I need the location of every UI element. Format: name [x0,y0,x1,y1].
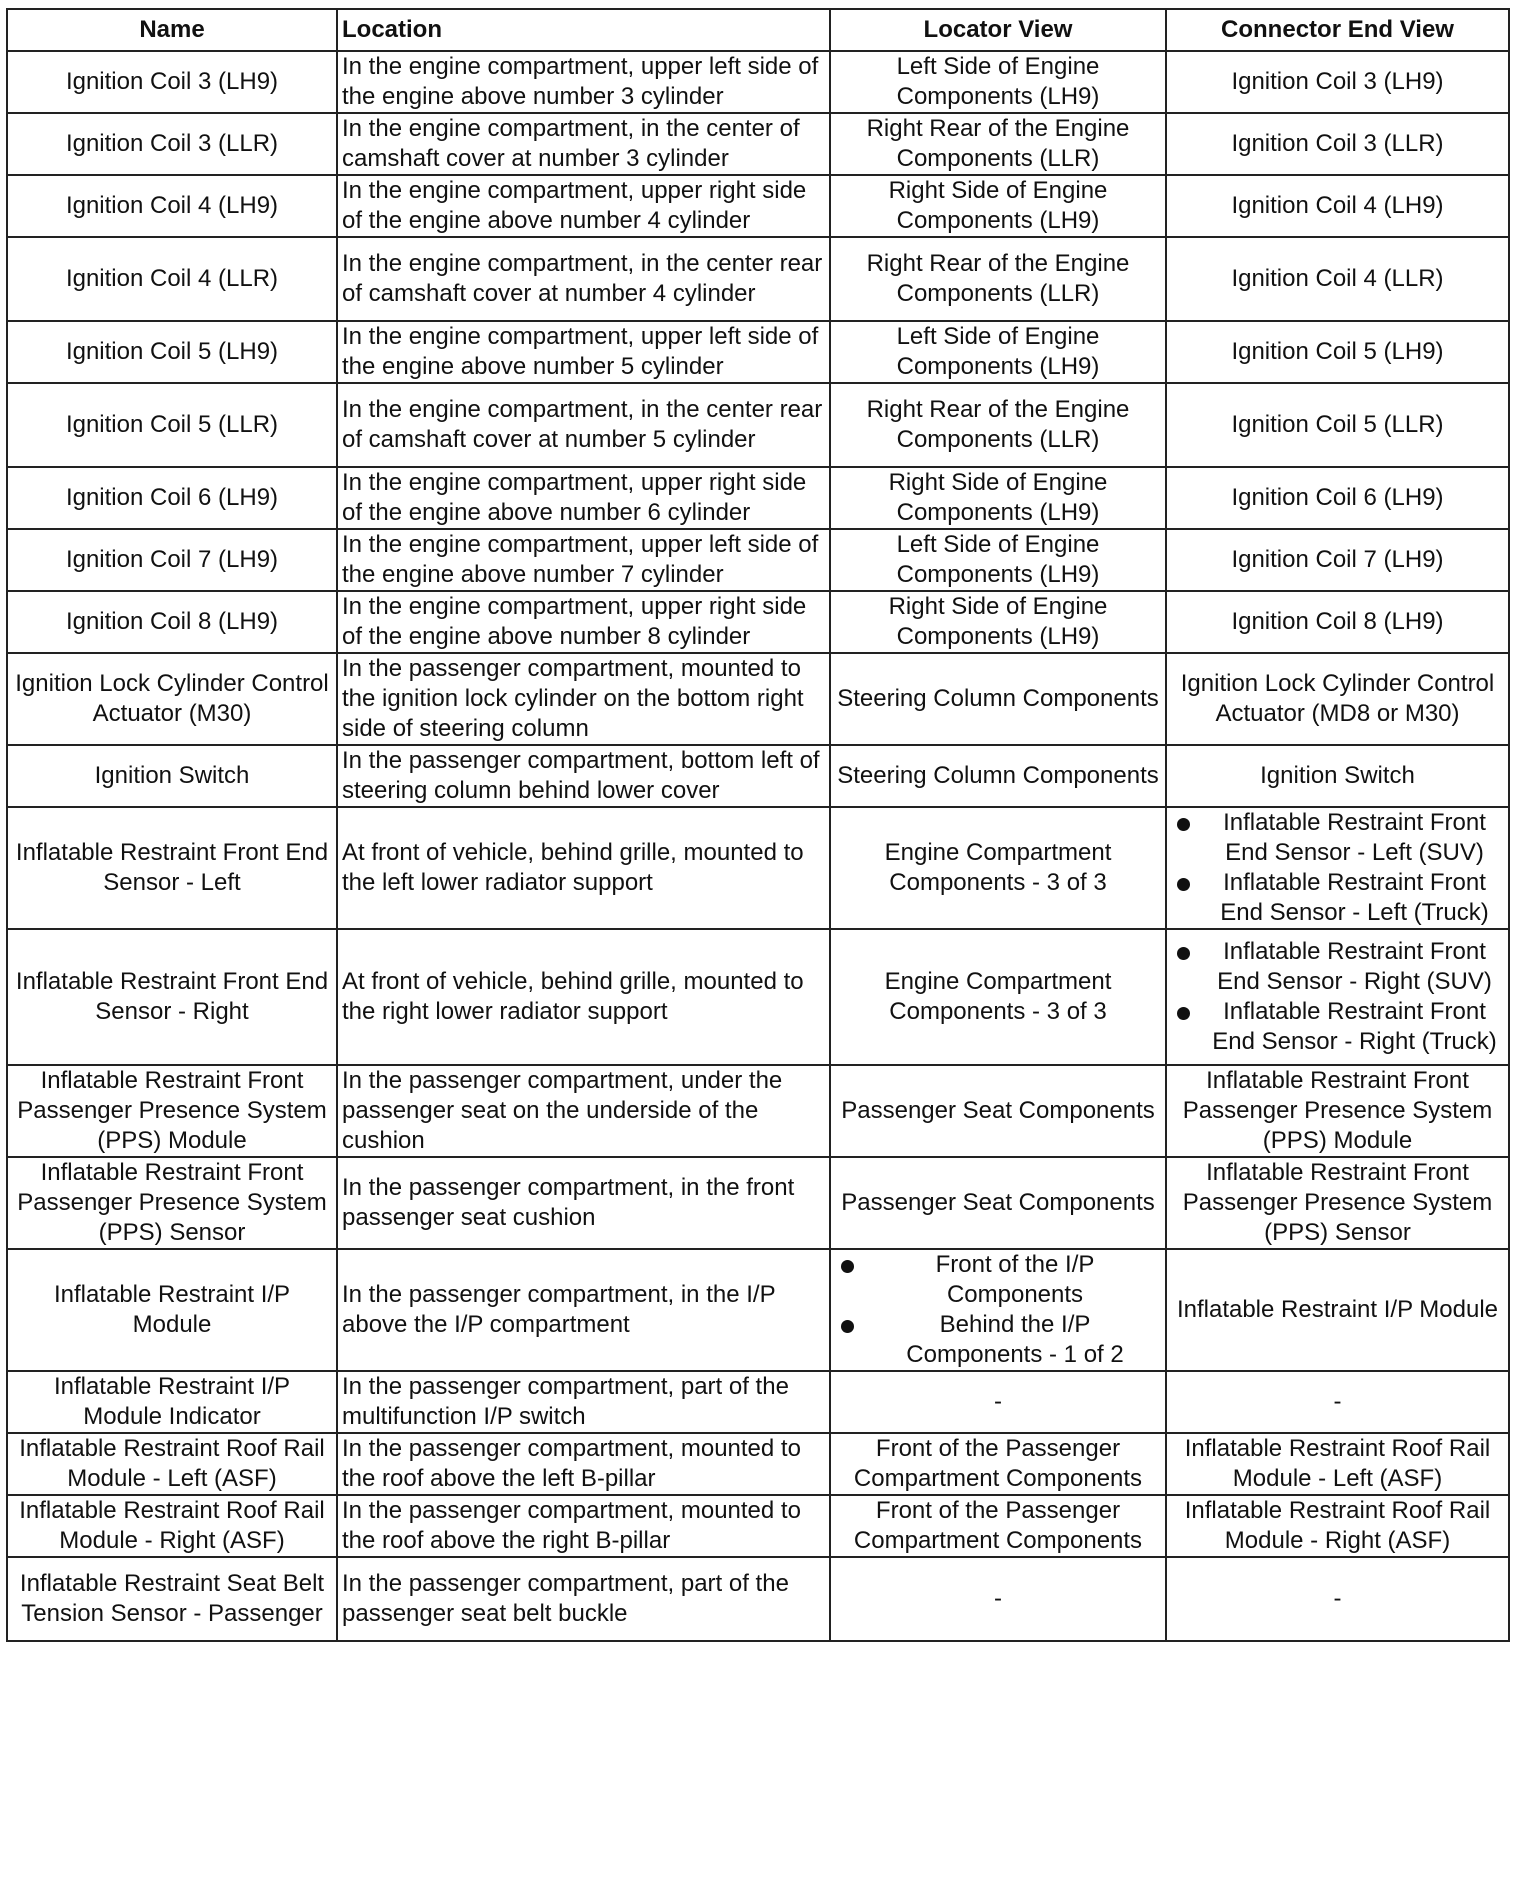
cell-name [7,1371,337,1433]
cell-connector-end-view-text: Inflatable Restraint Roof Rail Module - Left (ASF) [1184,1435,1491,1492]
cell-name [7,1249,337,1371]
cell-name [7,383,337,467]
bullet-icon [1177,878,1190,891]
cell-connector-end-view [1166,175,1509,237]
cell-name [7,745,337,807]
cell-name [7,591,337,653]
cell-locator-view-text: Engine Compartment Components - 3 of 3 [884,968,1112,1025]
cell-connector-end-view [1166,653,1509,745]
bullet-item [1171,868,1504,928]
cell-name [7,929,337,1065]
cell-connector-end-view-text: Inflatable Restraint Roof Rail Module - Right (ASF) [1184,1497,1491,1554]
cell-location [337,1433,830,1495]
cell-location [337,807,830,929]
cell-connector-end-view [1166,321,1509,383]
cell-name-text: Inflatable Restraint Front End Sensor - Right [15,968,329,1025]
cell-location-text: In the passenger compartment, mounted to the roof above the left B-pillar [342,1435,801,1492]
header-connector-end-view: Connector End View [1166,9,1509,51]
table-row [7,1495,1509,1557]
cell-location-text: In the passenger compartment, mounted to the roof above the right B-pillar [342,1497,801,1554]
cell-name-text: Ignition Coil 7 (LH9) [65,546,279,573]
cell-locator-view [830,807,1166,929]
cell-locator-view-text: - [994,1388,1002,1415]
cell-locator-view [830,175,1166,237]
cell-locator-view-text: Steering Column Components [837,762,1159,789]
cell-connector-end-view-text: Ignition Coil 8 (LH9) [1231,608,1444,635]
cell-locator-view [830,529,1166,591]
bullet-text: Front of the I/P Components [935,1251,1095,1308]
cell-location [337,1157,830,1249]
cell-connector-end-view-text: Ignition Coil 5 (LLR) [1231,411,1444,438]
cell-connector-end-view [1166,1495,1509,1557]
cell-locator-view [830,1157,1166,1249]
cell-connector-end-view [1166,383,1509,467]
cell-name [7,653,337,745]
header-locator-view: Locator View [830,9,1166,51]
cell-connector-end-view [1166,929,1509,1065]
cell-name-text: Inflatable Restraint Front Passenger Presence System (PPS) Module [17,1067,327,1154]
cell-location [337,321,830,383]
bullet-text: Inflatable Restraint Front End Sensor - Left (Truck) [1220,869,1489,926]
cell-connector-end-view-text: Ignition Coil 4 (LLR) [1231,265,1444,292]
bullet-text: Inflatable Restraint Front End Sensor - Left (SUV) [1223,809,1486,866]
cell-name-text: Inflatable Restraint I/P Module Indicator [53,1373,291,1430]
cell-name-text: Ignition Coil 8 (LH9) [65,608,279,635]
table-row [7,237,1509,321]
cell-connector-end-view [1166,1157,1509,1249]
cell-name [7,1495,337,1557]
cell-locator-view-text: Right Side of Engine Components (LH9) [888,469,1108,526]
cell-location [337,237,830,321]
cell-locator-view-text: Right Rear of the Engine Components (LLR) [866,250,1130,307]
cell-location [337,175,830,237]
table-row [7,1557,1509,1641]
cell-location-text: In the passenger compartment, mounted to the ignition lock cylinder on the bottom right side of steering column [342,655,804,742]
cell-location-text: In the engine compartment, upper left side of the engine above number 7 cylinder [342,531,819,588]
cell-locator-view [830,1371,1166,1433]
cell-locator-view [830,467,1166,529]
cell-locator-view [830,1249,1166,1371]
cell-locator-view-text: Left Side of Engine Components (LH9) [896,323,1100,380]
cell-name-text: Inflatable Restraint Seat Belt Tension Sensor - Passenger [19,1570,325,1627]
table-row [7,653,1509,745]
table-row [7,51,1509,113]
cell-location [337,591,830,653]
cell-connector-end-view [1166,113,1509,175]
cell-connector-end-view-text: Ignition Coil 7 (LH9) [1231,546,1444,573]
cell-locator-view [830,113,1166,175]
cell-connector-end-view [1166,467,1509,529]
cell-connector-end-view [1166,1371,1509,1433]
cell-location [337,745,830,807]
table-row [7,807,1509,929]
cell-location-text: At front of vehicle, behind grille, mounted to the left lower radiator support [342,839,804,896]
header-name: Name [7,9,337,51]
cell-name-text: Inflatable Restraint Front Passenger Presence System (PPS) Sensor [17,1159,327,1246]
cell-location [337,113,830,175]
cell-locator-view [830,321,1166,383]
cell-location-text: In the passenger compartment, part of the passenger seat belt buckle [342,1570,789,1627]
cell-connector-end-view [1166,1433,1509,1495]
cell-locator-view-text: Right Side of Engine Components (LH9) [888,593,1108,650]
table-row [7,529,1509,591]
cell-locator-view [830,237,1166,321]
cell-locator-view-text: Left Side of Engine Components (LH9) [896,531,1100,588]
table-row [7,113,1509,175]
table-body [7,51,1509,1641]
cell-locator-view [830,591,1166,653]
cell-locator-view-text: Front of the Passenger Compartment Components [853,1497,1143,1554]
cell-location-text: In the engine compartment, upper left side of the engine above number 5 cylinder [342,323,819,380]
cell-name [7,237,337,321]
table-row [7,1371,1509,1433]
cell-name [7,467,337,529]
cell-locator-view [830,1495,1166,1557]
cell-locator-view [830,929,1166,1065]
table-row [7,1433,1509,1495]
cell-location [337,929,830,1065]
cell-locator-view [830,745,1166,807]
cell-name-text: Ignition Coil 5 (LLR) [65,411,279,438]
cell-location-text: In the passenger compartment, in the front passenger seat cushion [342,1174,795,1231]
cell-connector-end-view [1166,1249,1509,1371]
cell-location-text: In the passenger compartment, bottom left of steering column behind lower cover [342,747,820,804]
cell-locator-view-text: Steering Column Components [837,685,1159,712]
cell-location-text: At front of vehicle, behind grille, mounted to the right lower radiator support [342,968,804,1025]
table-row [7,591,1509,653]
cell-connector-end-view-text: Ignition Coil 4 (LH9) [1231,192,1444,219]
bullet-icon [1177,947,1190,960]
cell-location [337,467,830,529]
table-row [7,467,1509,529]
header-row [7,9,1509,51]
cell-name [7,1065,337,1157]
component-locator-table [6,8,1510,1642]
cell-name [7,113,337,175]
bullet-item [1171,808,1504,868]
cell-location-text: In the engine compartment, in the center of camshaft cover at number 3 cylinder [342,115,800,172]
cell-locator-view [830,1557,1166,1641]
cell-locator-view-text: Right Rear of the Engine Components (LLR) [866,115,1130,172]
table-row [7,175,1509,237]
cell-locator-view [830,383,1166,467]
cell-location-text: In the passenger compartment, under the passenger seat on the underside of the cushion [342,1067,783,1154]
cell-location-text: In the engine compartment, upper right side of the engine above number 8 cylinder [342,593,807,650]
table-row [7,1065,1509,1157]
bullet-text: Behind the I/P Components - 1 of 2 [906,1311,1124,1368]
cell-name-text: Ignition Coil 4 (LH9) [65,192,279,219]
cell-connector-end-view [1166,745,1509,807]
component-locator-table-wrapper [6,8,1508,1642]
cell-locator-view-list [835,1250,1161,1370]
cell-name-text: Inflatable Restraint Roof Rail Module - Left (ASF) [19,1435,325,1492]
table-row [7,929,1509,1065]
cell-locator-view-text: Passenger Seat Components [841,1189,1155,1216]
cell-connector-end-view-text: Ignition Coil 3 (LH9) [1231,68,1444,95]
cell-locator-view [830,1065,1166,1157]
cell-name [7,1433,337,1495]
cell-location [337,653,830,745]
cell-location [337,383,830,467]
cell-connector-end-view-text: Ignition Coil 5 (LH9) [1231,338,1444,365]
cell-name [7,1157,337,1249]
cell-connector-end-view-text: - [1333,1585,1342,1612]
cell-connector-end-view [1166,591,1509,653]
table-row [7,1157,1509,1249]
bullet-item [1171,997,1504,1057]
cell-connector-end-view-text: Inflatable Restraint Front Passenger Presence System (PPS) Sensor [1182,1159,1493,1246]
bullet-icon [841,1320,854,1333]
cell-name-text: Ignition Coil 4 (LLR) [65,265,279,292]
bullet-item [835,1310,1161,1370]
cell-connector-end-view [1166,1065,1509,1157]
cell-connector-end-view-text: - [1333,1388,1342,1415]
bullet-text: Inflatable Restraint Front End Sensor - Right (SUV) [1217,938,1492,995]
cell-connector-end-view-text: Ignition Switch [1260,762,1415,789]
cell-locator-view [830,653,1166,745]
cell-locator-view [830,1433,1166,1495]
cell-location-text: In the engine compartment, upper right side of the engine above number 6 cylinder [342,469,807,526]
cell-name-text: Inflatable Restraint Front End Sensor - Left [15,839,329,896]
cell-name [7,321,337,383]
cell-location [337,529,830,591]
cell-connector-end-view [1166,237,1509,321]
cell-location [337,51,830,113]
cell-connector-end-view [1166,807,1509,929]
bullet-text: Inflatable Restraint Front End Sensor - Right (Truck) [1212,998,1497,1055]
cell-locator-view-text: Passenger Seat Components [841,1097,1155,1124]
cell-location [337,1557,830,1641]
table-row [7,1249,1509,1371]
cell-connector-end-view-text: Inflatable Restraint I/P Module [1176,1296,1499,1323]
cell-name-text: Ignition Coil 3 (LH9) [65,68,279,95]
cell-connector-end-view-list [1171,808,1504,928]
cell-location-text: In the passenger compartment, in the I/P above the I/P compartment [342,1281,776,1338]
cell-name [7,175,337,237]
cell-name-text: Ignition Coil 6 (LH9) [65,484,279,511]
cell-location [337,1249,830,1371]
cell-connector-end-view-list [1171,937,1504,1057]
cell-locator-view [830,51,1166,113]
cell-location-text: In the engine compartment, upper left side of the engine above number 3 cylinder [342,53,819,110]
cell-name-text: Ignition Switch [94,762,250,789]
cell-locator-view-text: - [994,1585,1002,1612]
cell-location [337,1065,830,1157]
bullet-item [835,1250,1161,1310]
cell-name-text: Inflatable Restraint I/P Module [53,1281,291,1338]
cell-connector-end-view [1166,529,1509,591]
cell-name [7,529,337,591]
cell-location-text: In the engine compartment, upper right side of the engine above number 4 cylinder [342,177,807,234]
cell-name-text: Ignition Lock Cylinder Control Actuator (M30) [15,670,329,727]
cell-connector-end-view [1166,51,1509,113]
header-location: Location [337,9,830,51]
table-row [7,383,1509,467]
cell-name [7,51,337,113]
cell-connector-end-view-text: Ignition Coil 3 (LLR) [1231,130,1444,157]
table-row [7,321,1509,383]
cell-name-text: Inflatable Restraint Roof Rail Module - Right (ASF) [19,1497,325,1554]
cell-locator-view-text: Front of the Passenger Compartment Components [853,1435,1143,1492]
cell-locator-view-text: Right Rear of the Engine Components (LLR) [866,396,1130,453]
cell-connector-end-view-text: Ignition Lock Cylinder Control Actuator (MD8 or M30) [1180,670,1495,727]
cell-name-text: Ignition Coil 5 (LH9) [65,338,279,365]
bullet-icon [841,1260,854,1273]
cell-locator-view-text: Right Side of Engine Components (LH9) [888,177,1108,234]
cell-location [337,1495,830,1557]
cell-name [7,1557,337,1641]
cell-location [337,1371,830,1433]
cell-connector-end-view-text: Ignition Coil 6 (LH9) [1231,484,1444,511]
cell-location-text: In the engine compartment, in the center rear of camshaft cover at number 5 cylinder [342,396,823,453]
bullet-icon [1177,818,1190,831]
bullet-item [1171,937,1504,997]
cell-connector-end-view-text: Inflatable Restraint Front Passenger Presence System (PPS) Module [1182,1067,1493,1154]
cell-locator-view-text: Engine Compartment Components - 3 of 3 [884,839,1112,896]
cell-locator-view-text: Left Side of Engine Components (LH9) [896,53,1100,110]
bullet-icon [1177,1007,1190,1020]
cell-location-text: In the passenger compartment, part of the multifunction I/P switch [342,1373,789,1430]
cell-connector-end-view [1166,1557,1509,1641]
cell-location-text: In the engine compartment, in the center rear of camshaft cover at number 4 cylinder [342,250,823,307]
cell-name-text: Ignition Coil 3 (LLR) [65,130,279,157]
cell-name [7,807,337,929]
table-row [7,745,1509,807]
